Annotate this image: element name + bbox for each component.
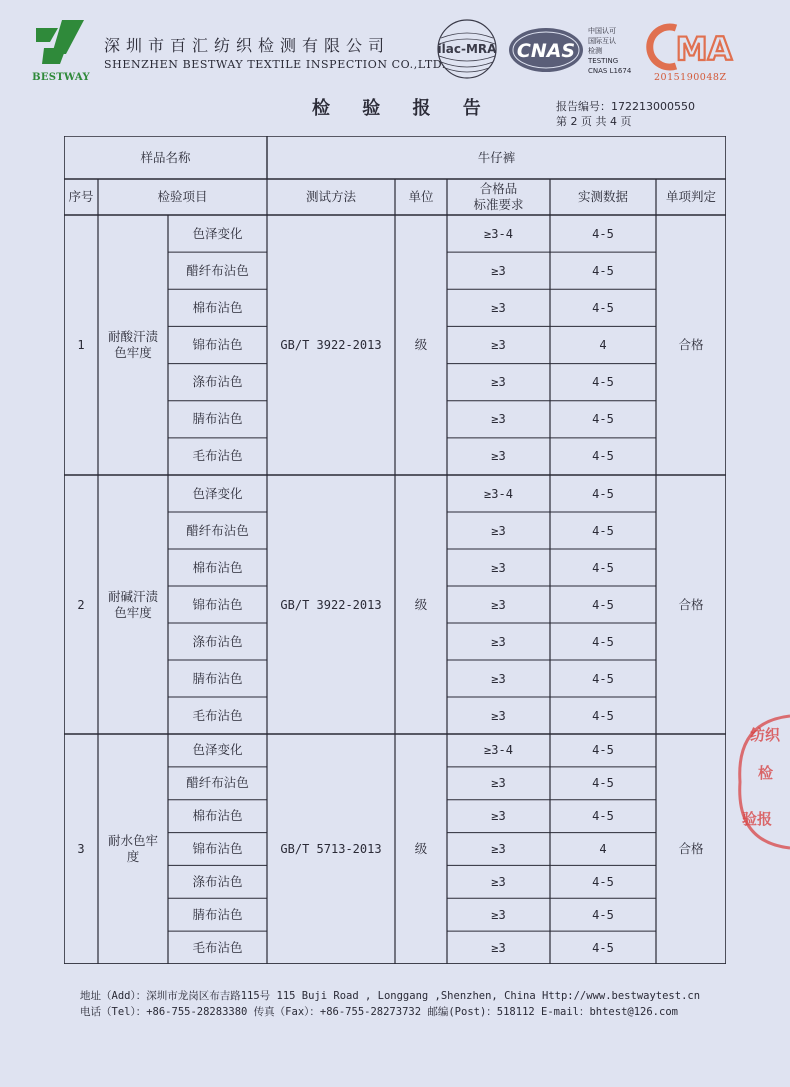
requirement-value: ≥3 [491,634,506,649]
requirement-value: ≥3 [491,940,506,955]
ilac-text: ilac-MRA [437,42,497,56]
group-verdict: 合格 [678,596,704,612]
cma-logo [646,22,740,72]
measured-value: 4-5 [592,263,614,278]
header-method: 测试方法 [305,189,356,204]
sub-item: 毛布沾色 [192,939,243,955]
requirement-value: ≥3 [491,337,506,352]
requirement-value: ≥3 [491,907,506,922]
sub-item: 毛布沾色 [192,448,243,464]
requirement-value: ≥3 [491,708,506,723]
measured-value: 4-5 [592,940,614,955]
sub-item: 腈布沾色 [192,906,243,922]
measured-value: 4-5 [592,634,614,649]
measured-value: 4-5 [592,412,614,427]
requirement-value: ≥3-4 [484,486,513,501]
page-number: 第 2 页 共 4 页 [556,115,632,128]
sub-item: 棉布沾色 [192,299,243,315]
footer-contact: 电话（Tel）：+86-755-28283380 传真（Fax）：+86-755-28273732 邮编(Post)：518112 E-mail：bhtest@126.com [80,1006,678,1018]
requirement-value: ≥3 [491,776,506,791]
header-item: 检验项目 [157,189,208,204]
requirement-value: ≥3 [491,375,506,390]
requirement-value: ≥3 [491,841,506,856]
measured-value: 4 [599,337,607,352]
bestway-logo [30,20,92,86]
logo-text: BESTWAY [32,72,90,83]
requirement-value: ≥3 [491,874,506,889]
measured-value: 4-5 [592,486,614,501]
group-seq: 2 [77,597,85,612]
requirement-value: ≥3-4 [484,743,513,758]
requirement-value: ≥3 [491,809,506,824]
group-unit: 级 [414,337,428,352]
sub-item: 腈布沾色 [192,411,243,427]
group-method: GB/T 3922-2013 [280,338,382,352]
group-method: GB/T 5713-2013 [280,842,382,856]
group-seq: 1 [77,338,85,352]
sub-item: 醋纤布沾色 [186,775,249,791]
sample-name-label: 样品名称 [140,149,191,165]
company-name-cn: 深圳市百汇纺织检测有限公司 [104,36,391,55]
sub-item: 醋纤布沾色 [186,262,249,278]
red-seal-stamp [736,712,790,852]
measured-value: 4-5 [592,743,614,758]
header-requirement: 合格品 标准要求 [473,181,524,212]
svg-text:纺织: 纺织 [750,726,781,744]
bestway-logo-icon [36,20,86,72]
sub-item: 醋纤布沾色 [186,522,249,538]
group-item: 耐水色牢 度 [107,833,158,864]
requirement-value: ≥3 [491,597,506,612]
sub-item: 毛布沾色 [192,707,243,723]
sub-item: 涤布沾色 [192,374,243,390]
group-verdict: 合格 [678,841,704,856]
requirement-value: ≥3 [491,449,506,464]
measured-value: 4-5 [592,809,614,824]
header-measured: 实测数据 [577,189,628,204]
cnas-logo [507,26,585,74]
footer-address: 地址（Add）：深圳市龙岗区布吉路115号 115 Buji Road , Longgang ,Shenzhen, China Http://www.bestwaytest.cn [80,990,701,1002]
cma-code: 2015190048Z [654,72,727,83]
sub-item: 腈布沾色 [192,670,243,686]
sub-item: 色泽变化 [192,742,243,758]
group-item: 耐酸汗渍 色牢度 [107,329,158,360]
measured-value: 4-5 [592,597,614,612]
sub-item: 色泽变化 [192,485,243,501]
group-item: 耐碱汗渍 色牢度 [107,588,158,620]
measured-value: 4-5 [592,776,614,791]
sub-item: 涤布沾色 [192,633,243,649]
svg-text:检: 检 [758,764,774,782]
cma-text: MA [675,30,733,68]
group-seq: 3 [77,842,85,856]
measured-value: 4 [599,841,607,856]
group-method: GB/T 3922-2013 [280,597,382,612]
group-unit: 级 [414,596,428,612]
measured-value: 4-5 [592,226,614,241]
requirement-value: ≥3 [491,300,506,315]
header-unit: 单位 [408,189,434,204]
requirement-value: ≥3-4 [484,226,513,241]
group-unit: 级 [414,841,428,856]
measured-value: 4-5 [592,449,614,464]
cnas-side-text: 中国认可 国际互认 检测 TESTING CNAS L1674 [588,27,632,75]
report-number: 报告编号：172213000550 [556,100,695,113]
cnas-text: CNAS [516,40,576,62]
measured-value: 4-5 [592,523,614,538]
header-seq: 序号 [68,189,94,204]
report-title: 检 验 报 告 [312,98,494,119]
sub-item: 棉布沾色 [192,559,243,575]
measured-value: 4-5 [592,375,614,390]
ilac-mra-logo [433,18,501,80]
measured-value: 4-5 [592,907,614,922]
header-verdict: 单项判定 [665,189,716,204]
sub-item: 锦布沾色 [192,840,243,856]
sub-item: 棉布沾色 [192,808,243,824]
group-verdict: 合格 [678,337,704,352]
measured-value: 4-5 [592,560,614,575]
sub-item: 涤布沾色 [192,873,243,889]
requirement-value: ≥3 [491,263,506,278]
company-name-en: SHENZHEN BESTWAY TEXTILE INSPECTION CO.,LTD. [104,58,446,71]
requirement-value: ≥3 [491,523,506,538]
measured-value: 4-5 [592,708,614,723]
requirement-value: ≥3 [491,412,506,427]
measured-value: 4-5 [592,300,614,315]
svg-text:验报: 验报 [742,810,773,828]
sub-item: 锦布沾色 [192,596,243,612]
measured-value: 4-5 [592,874,614,889]
sample-name-value: 牛仔裤 [477,149,516,165]
sub-item: 色泽变化 [192,225,243,241]
measured-value: 4-5 [592,671,614,686]
requirement-value: ≥3 [491,560,506,575]
sub-item: 锦布沾色 [192,336,243,352]
inspection-table [64,136,726,964]
requirement-value: ≥3 [491,671,506,686]
